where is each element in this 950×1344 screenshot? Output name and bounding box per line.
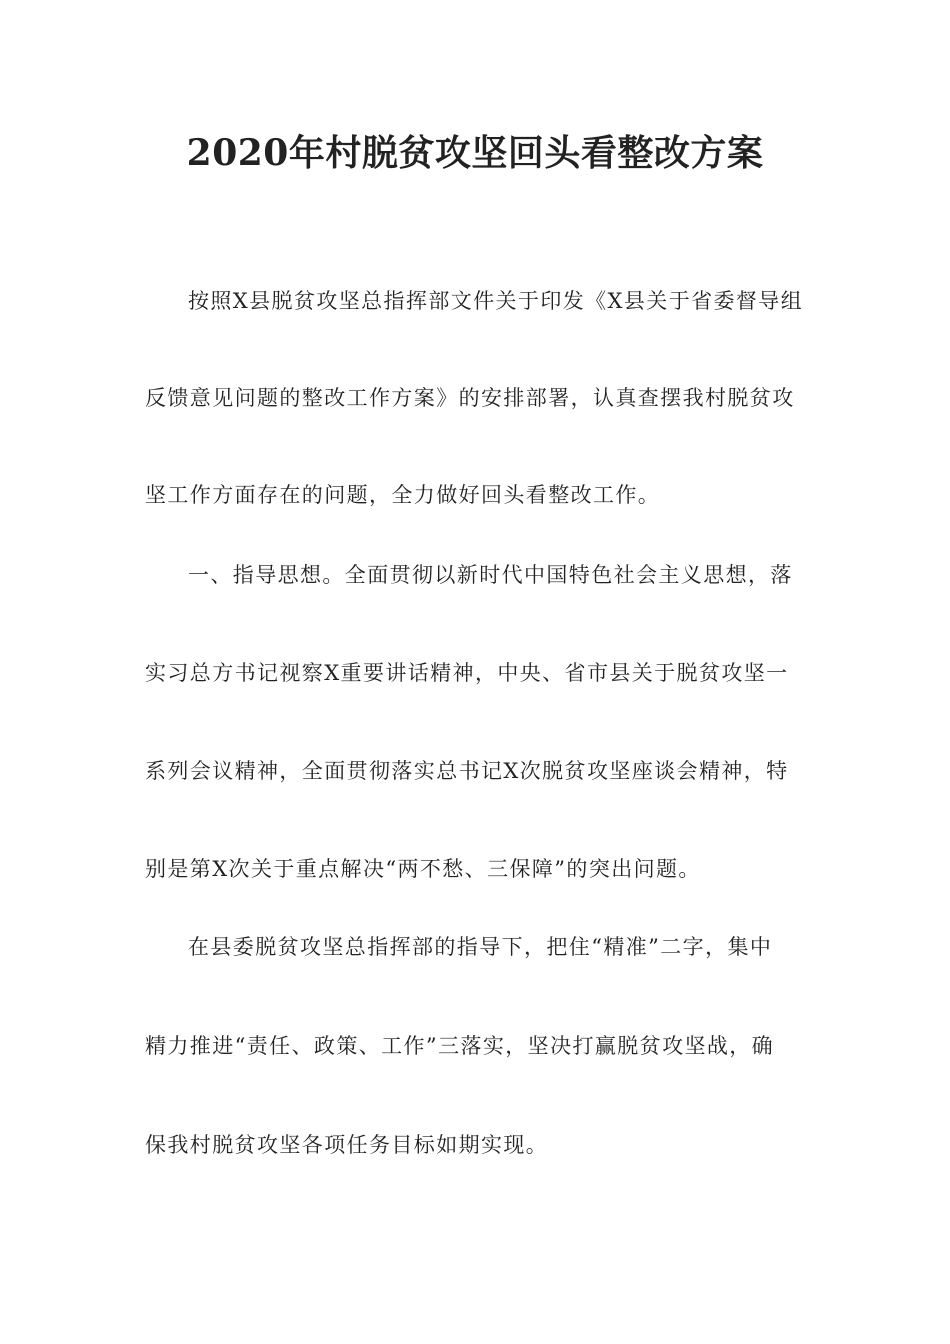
paragraph-line: 按照X县脱贫攻坚总指挥部文件关于印发《X县关于省委督导组 (188, 289, 804, 313)
paragraph-line: 实习总方书记视察X重要讲话精神，中央、省市县关于脱贫攻坚一 (145, 661, 789, 685)
paragraph-line: 精力推进“责任、政策、工作”三落实，坚决打赢脱贫攻坚战，确 (145, 1034, 775, 1058)
paragraph-line: 坚工作方面存在的问题，全力做好回头看整改工作。 (145, 483, 661, 507)
paragraph-line: 一、指导思想。全面贯彻以新时代中国特色社会主义思想，落 (188, 563, 793, 587)
paragraph-line: 保我村脱贫攻坚各项任务目标如期实现。 (145, 1133, 549, 1157)
paragraph-line: 系列会议精神，全面贯彻落实总书记X次脱贫攻坚座谈会精神，特 (145, 759, 789, 783)
paragraph-line: 别是第X次关于重点解决“两不愁、三保障”的突出问题。 (145, 857, 701, 881)
paragraph-line: 反馈意见问题的整改工作方案》的安排部署，认真查摆我村脱贫攻 (145, 386, 795, 410)
paragraph-line: 在县委脱贫攻坚总指挥部的指导下，把住“精准”二字，集中 (188, 935, 773, 959)
document-title: 2020年村脱贫攻坚回头看整改方案 (186, 132, 764, 174)
